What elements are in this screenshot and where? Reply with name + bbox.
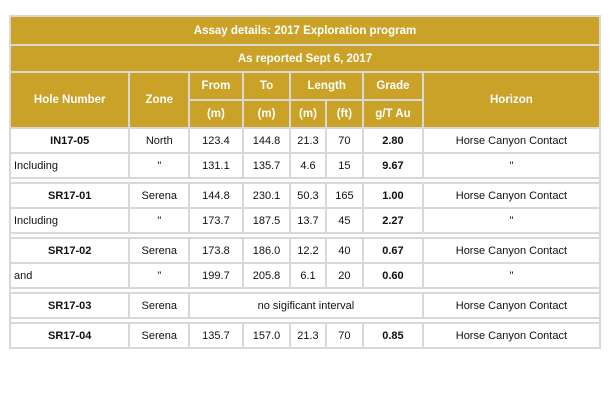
length-ft-value: 20 [327, 264, 362, 287]
row-spacer [11, 319, 599, 322]
length-m-value: 21.3 [291, 129, 324, 152]
to-value: 230.1 [244, 184, 290, 207]
table-row [11, 154, 599, 177]
grade-value: 1.00 [364, 184, 422, 207]
horizon: Horse Canyon Contact [424, 239, 599, 262]
horizon: Horse Canyon Contact [424, 324, 599, 347]
length-ft-value: 70 [327, 129, 362, 152]
length-m-value: 13.7 [291, 209, 324, 232]
zone: Serena [130, 239, 188, 262]
horizon: Horse Canyon Contact [424, 129, 599, 152]
hole-number: SR17-01 [11, 184, 128, 207]
assay-table [9, 15, 601, 349]
row-spacer [11, 289, 599, 292]
hole-number: SR17-03 [11, 294, 128, 317]
zone: Serena [130, 184, 188, 207]
from-value: 144.8 [190, 184, 242, 207]
header-grade: Grade [364, 73, 422, 99]
row-spacer [11, 179, 599, 182]
hole-number: SR17-04 [11, 324, 128, 347]
table-title: Assay details: 2017 Exploration program [11, 17, 599, 44]
grade-value: 2.80 [364, 129, 422, 152]
table-subtitle: As reported Sept 6, 2017 [11, 46, 599, 71]
table-row [11, 184, 599, 207]
table-row [11, 209, 599, 232]
header-zone: Zone [130, 73, 188, 127]
length-ft-value: 15 [327, 154, 362, 177]
from-value: 123.4 [190, 129, 242, 152]
from-value: 135.7 [190, 324, 242, 347]
zone: " [130, 264, 188, 287]
grade-value: 0.67 [364, 239, 422, 262]
length-ft-value: 45 [327, 209, 362, 232]
to-value: 157.0 [244, 324, 290, 347]
to-value: 135.7 [244, 154, 290, 177]
from-value: 173.8 [190, 239, 242, 262]
header-length: Length [291, 73, 362, 99]
zone: Serena [130, 294, 188, 317]
table-row [11, 294, 599, 317]
header-horizon: Horizon [424, 73, 599, 127]
header-hole-number: Hole Number [11, 73, 128, 127]
zone: " [130, 154, 188, 177]
horizon: " [424, 264, 599, 287]
zone: Serena [130, 324, 188, 347]
length-ft-value: 165 [327, 184, 362, 207]
header-to: To [244, 73, 290, 99]
to-value: 187.5 [244, 209, 290, 232]
grade-value: 0.85 [364, 324, 422, 347]
hole-number: and [11, 264, 128, 287]
row-spacer [11, 234, 599, 237]
horizon: Horse Canyon Contact [424, 294, 599, 317]
horizon: Horse Canyon Contact [424, 184, 599, 207]
header-to-unit: (m) [244, 101, 290, 127]
from-value: 199.7 [190, 264, 242, 287]
assay-table-wrapper [9, 15, 601, 349]
to-value: 205.8 [244, 264, 290, 287]
zone: North [130, 129, 188, 152]
length-m-value: 12.2 [291, 239, 324, 262]
table-row [11, 264, 599, 287]
no-interval-note: no sigificant interval [190, 294, 422, 317]
grade-value: 2.27 [364, 209, 422, 232]
header-length-ft: (ft) [327, 101, 362, 127]
table-row [11, 129, 599, 152]
to-value: 186.0 [244, 239, 290, 262]
horizon: " [424, 154, 599, 177]
hole-number: IN17-05 [11, 129, 128, 152]
table-row [11, 324, 599, 347]
length-m-value: 21.3 [291, 324, 324, 347]
hole-number: Including [11, 209, 128, 232]
header-length-m: (m) [291, 101, 324, 127]
hole-number: Including [11, 154, 128, 177]
hole-number: SR17-02 [11, 239, 128, 262]
from-value: 173.7 [190, 209, 242, 232]
length-m-value: 4.6 [291, 154, 324, 177]
table-row [11, 239, 599, 262]
header-grade-unit: g/T Au [364, 101, 422, 127]
grade-value: 0.60 [364, 264, 422, 287]
length-m-value: 50.3 [291, 184, 324, 207]
length-ft-value: 40 [327, 239, 362, 262]
from-value: 131.1 [190, 154, 242, 177]
length-ft-value: 70 [327, 324, 362, 347]
to-value: 144.8 [244, 129, 290, 152]
horizon: " [424, 209, 599, 232]
length-m-value: 6.1 [291, 264, 324, 287]
header-from-unit: (m) [190, 101, 242, 127]
zone: " [130, 209, 188, 232]
grade-value: 9.67 [364, 154, 422, 177]
header-from: From [190, 73, 242, 99]
